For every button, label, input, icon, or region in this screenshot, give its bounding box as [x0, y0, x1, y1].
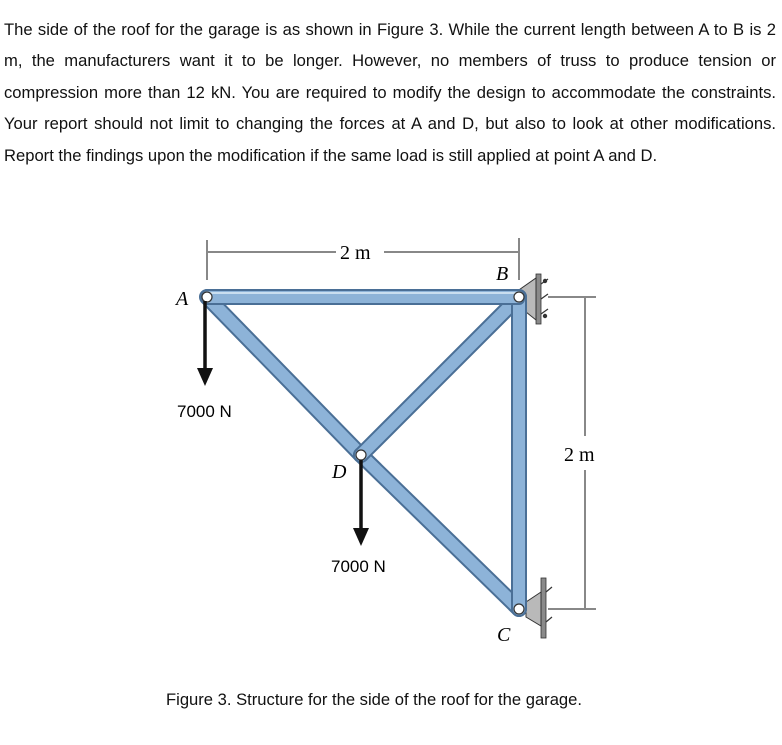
figure-caption: Figure 3. Structure for the side of the roof for the garage. [166, 690, 582, 709]
dimension-vertical-label: 2 m [564, 444, 595, 466]
member-dc [361, 455, 519, 609]
node-label-d: D [332, 461, 347, 483]
member-db [361, 297, 519, 455]
load-label-a: 7000 N [177, 402, 232, 421]
pin-d [356, 450, 366, 460]
support-c [526, 578, 552, 638]
member-ad [207, 297, 361, 455]
node-label-c: C [497, 624, 511, 646]
dimension-horizontal-label: 2 m [340, 242, 371, 264]
load-label-d: 7000 N [331, 557, 386, 576]
pin-a [202, 292, 212, 302]
pin-b [514, 292, 524, 302]
load-arrow-a [197, 301, 213, 386]
pin-c [514, 604, 524, 614]
node-label-a: A [176, 288, 189, 310]
problem-paragraph: The side of the roof for the garage is as shown in Figure 3. While the current length between A to B is 2 m, the manufacturers want it to be longer. However, no members of truss to produce tension or compression more than 12 kN. You are required to modify the design to accommodate the constraints. Your report should not limit to changing the forces at A and D, but also to look at other modifications. Report the findings upon the modification if the same load is still applied at point A and D. [4, 20, 776, 165]
member-ab [201, 289, 525, 305]
node-label-b: B [496, 263, 509, 285]
load-arrow-d [353, 460, 369, 546]
